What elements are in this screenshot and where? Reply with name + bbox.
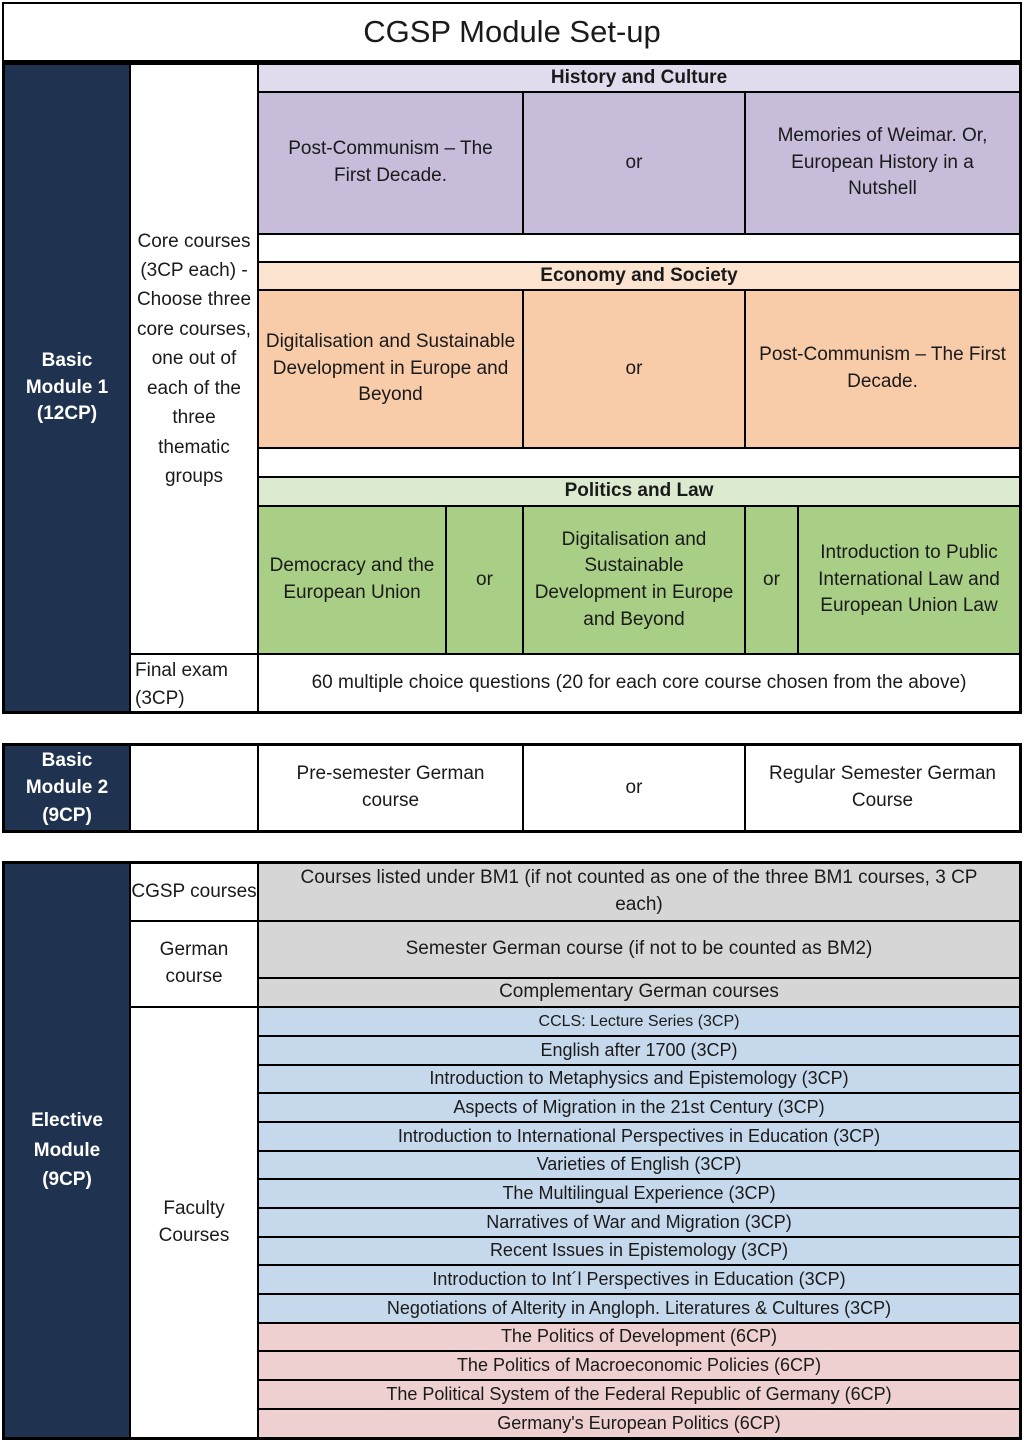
list-item: The Politics of Macroeconomic Policies (6CP)	[258, 1351, 1020, 1380]
list-item: Germany's European Politics (6CP)	[258, 1409, 1020, 1438]
complementary-german-text: Complementary German courses	[258, 978, 1020, 1007]
list-item: Introduction to Int´l Perspectives in Education (3CP)	[258, 1265, 1020, 1294]
politics-option-b: Digitalisation and Sustainable Development in Europe and Beyond	[523, 506, 745, 654]
cgsp-courses-label: CGSP courses	[130, 863, 258, 921]
economy-header: Economy and Society	[258, 262, 1020, 290]
politics-option-a: Democracy and the European Union	[258, 506, 446, 654]
bm2-option-b: Regular Semester German Course	[745, 745, 1020, 831]
economy-or: or	[523, 290, 745, 448]
list-item: Narratives of War and Migration (3CP)	[258, 1208, 1020, 1237]
economy-option-a: Digitalisation and Sustainable Development in Europe and Beyond	[258, 290, 523, 448]
list-item: Negotiations of Alterity in Angloph. Literatures & Cultures (3CP)	[258, 1294, 1020, 1323]
list-item: The Multilingual Experience (3CP)	[258, 1179, 1020, 1208]
history-option-a: Post-Communism – The First Decade.	[258, 92, 523, 234]
history-or: or	[523, 92, 745, 234]
list-item: The Politics of Development (6CP)	[258, 1323, 1020, 1351]
politics-or-2: or	[745, 506, 798, 654]
german-course-label: German course	[130, 921, 258, 1007]
list-item: Aspects of Migration in the 21st Century (3CP)	[258, 1093, 1020, 1122]
politics-header: Politics and Law	[258, 477, 1020, 506]
cgsp-courses-text: Courses listed under BM1 (if not counted as one of the three BM1 courses, 3 CP each)	[258, 863, 1020, 921]
bm2-empty-cell	[130, 745, 258, 831]
german-course-text: Semester German course (if not to be counted as BM2)	[258, 921, 1020, 978]
politics-option-c: Introduction to Public International Law and European Union Law	[798, 506, 1020, 654]
list-item: CCLS: Lecture Series (3CP)	[258, 1007, 1020, 1036]
economy-spacer	[258, 448, 1020, 477]
list-item: Introduction to International Perspectives in Education (3CP)	[258, 1122, 1020, 1151]
bm2-or: or	[523, 745, 745, 831]
elective-label: Elective Module (9CP)	[4, 863, 130, 1438]
list-item: Introduction to Metaphysics and Epistemology (3CP)	[258, 1065, 1020, 1093]
history-option-b: Memories of Weimar. Or, European History in a Nutshell	[745, 92, 1020, 234]
list-item: The Political System of the Federal Republic of Germany (6CP)	[258, 1380, 1020, 1409]
final-exam-text: 60 multiple choice questions (20 for each core course chosen from the above)	[258, 654, 1020, 712]
list-item: English after 1700 (3CP)	[258, 1036, 1020, 1065]
page-title: CGSP Module Set-up	[2, 2, 1022, 62]
politics-or-1: or	[446, 506, 523, 654]
bm2-label: Basic Module 2 (9CP)	[4, 745, 130, 831]
bm2-option-a: Pre-semester German course	[258, 745, 523, 831]
list-item: Varieties of English (3CP)	[258, 1151, 1020, 1179]
bm1-label: Basic Module 1 (12CP)	[4, 64, 130, 712]
final-exam-label: Final exam (3CP)	[130, 654, 258, 712]
faculty-courses-label: Faculty Courses	[130, 1007, 258, 1438]
history-spacer	[258, 234, 1020, 262]
faculty-courses-list	[258, 1007, 1020, 1438]
history-header: History and Culture	[258, 64, 1020, 92]
economy-option-b: Post-Communism – The First Decade.	[745, 290, 1020, 448]
list-item: Recent Issues in Epistemology (3CP)	[258, 1237, 1020, 1265]
core-courses-label: Core courses (3CP each) - Choose three core courses, one out of each of the three thematic groups	[130, 64, 258, 654]
